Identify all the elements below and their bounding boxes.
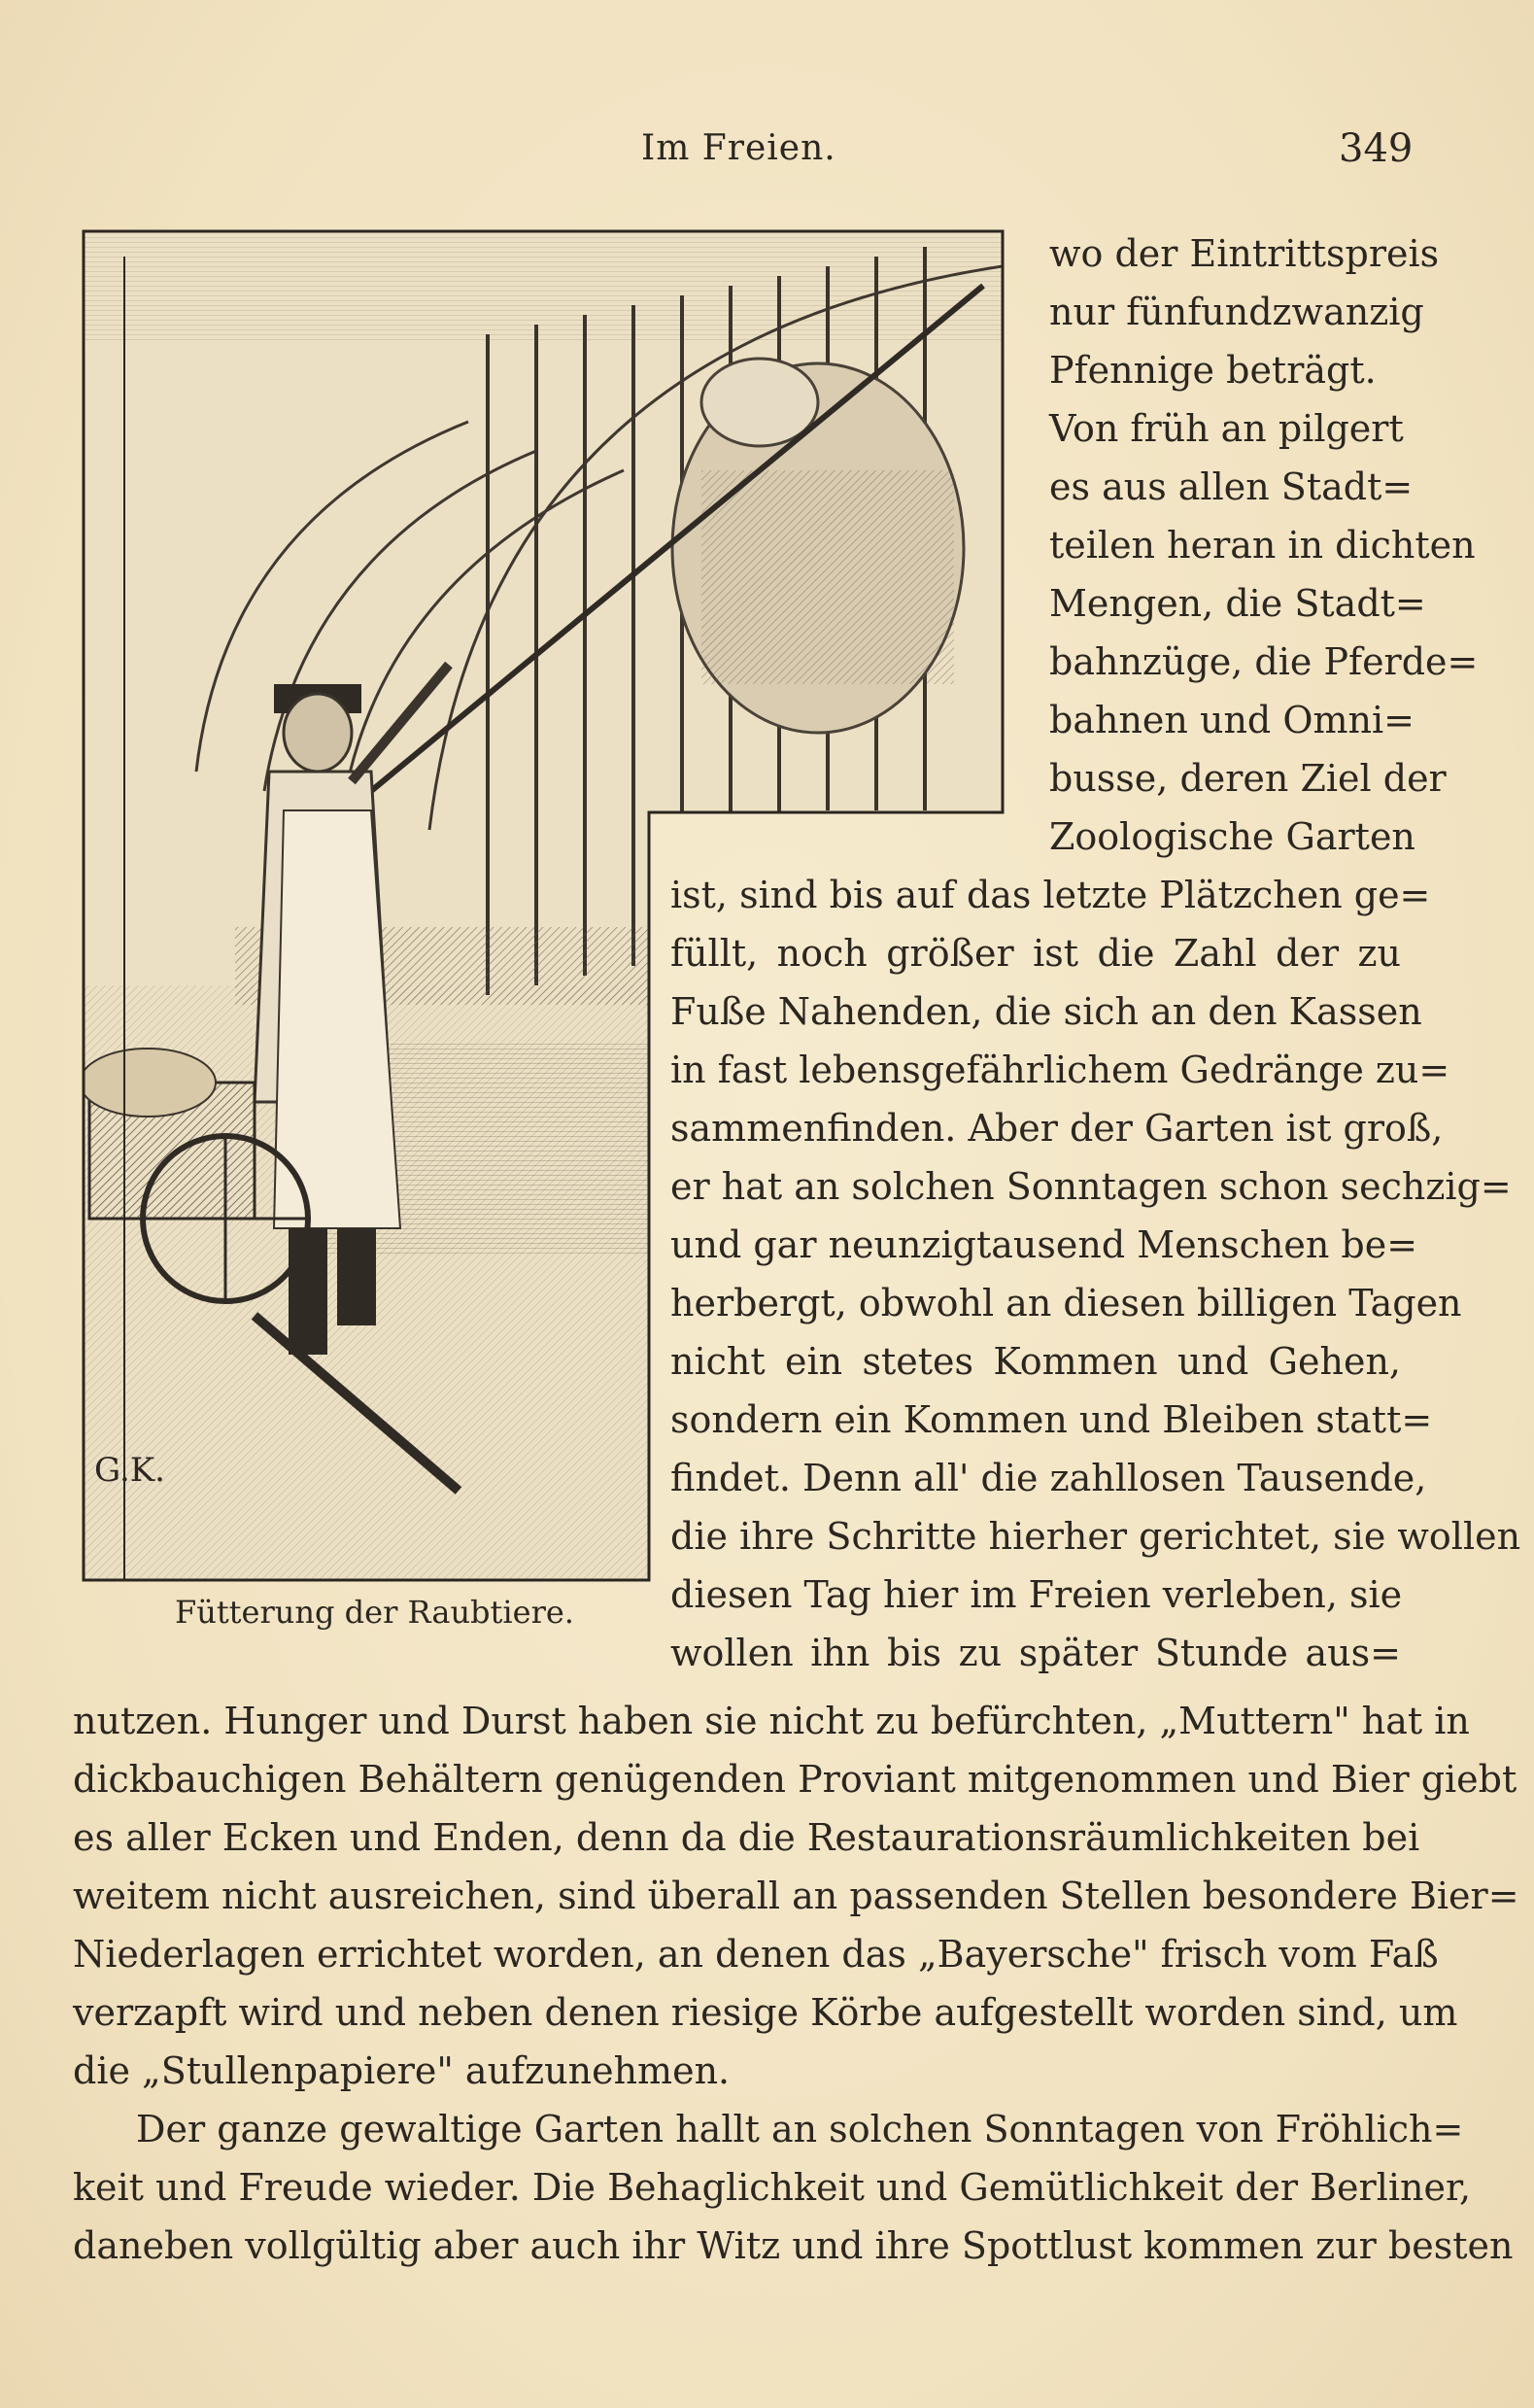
text-line: sondern ein Kommen und Bleiben statt= (670, 1398, 1433, 1441)
text-line: ist, sind bis auf das letzte Plätzchen ge= (670, 874, 1431, 916)
text-line: Fuße Nahenden, die sich an den Kassen (670, 990, 1422, 1033)
text-line: verzapft wird und neben denen riesige Körbe aufgestellt worden sind, um (73, 1991, 1458, 2034)
text-line: weitem nicht ausreichen, sind überall an passenden Stellen besondere Bier= (73, 1875, 1519, 1917)
text-line: wollen ihn bis zu später Stunde aus= (670, 1632, 1401, 1674)
text-line: teilen heran in dichten (1049, 524, 1476, 567)
text-line: die „Stullenpapiere" aufzunehmen. (73, 2049, 731, 2092)
figure-caption: Fütterung der Raubtiere. (175, 1594, 574, 1631)
running-head: Im Freien. (641, 128, 836, 168)
page-number: 349 (1339, 126, 1414, 171)
text-line: Von früh an pilgert (1049, 407, 1404, 450)
text-line: Zoologische Garten (1049, 815, 1415, 858)
text-line: es aller Ecken und Enden, denn da die Restaurationsräumlichkeiten bei (73, 1816, 1420, 1859)
text-line: füllt, noch größer ist die Zahl der zu (670, 932, 1401, 975)
text-line: er hat an solchen Sonntagen schon sechzig= (670, 1165, 1512, 1208)
text-line: herbergt, obwohl an diesen billigen Tagen (670, 1282, 1462, 1324)
text-line: Niederlagen errichtet worden, an denen das „Bayersche" frisch vom Faß (73, 1933, 1439, 1976)
text-line: in fast lebensgefährlichem Gedränge zu= (670, 1049, 1450, 1091)
text-line: es aus allen Stadt= (1049, 465, 1414, 508)
text-line: nur fünfundzwanzig (1049, 291, 1424, 333)
text-line: nicht ein stetes Kommen und Gehen, (670, 1340, 1401, 1383)
text-line: bahnzüge, die Pferde= (1049, 640, 1479, 683)
text-line: und gar neunzigtausend Menschen be= (670, 1223, 1418, 1266)
text-line: nutzen. Hunger und Durst haben sie nicht zu befürchten, „Muttern" hat in (73, 1700, 1470, 1742)
artist-signature: G.K. (94, 1451, 165, 1490)
text-line: findet. Denn all' die zahllosen Tausende, (670, 1457, 1427, 1499)
text-line: die ihre Schritte hierher gerichtet, sie wollen (670, 1515, 1521, 1558)
text-line: keit und Freude wieder. Die Behaglichkeit und Gemütlichkeit der Berliner, (73, 2166, 1472, 2209)
paragraph-first-line: Der ganze gewaltige Garten hallt an solchen Sonntagen von Fröhlich= (136, 2108, 1464, 2150)
text-line: diesen Tag hier im Freien verleben, sie (670, 1573, 1403, 1616)
text-line: Pfennige beträgt. (1049, 349, 1377, 392)
text-line: sammenfinden. Aber der Garten ist groß, (670, 1107, 1444, 1150)
text-line: daneben vollgültig aber auch ihr Witz und ihre Spottlust kommen zur besten (73, 2224, 1514, 2267)
text-line: bahnen und Omni= (1049, 699, 1415, 741)
text-line: wo der Eintrittspreis (1049, 232, 1440, 275)
text-line: busse, deren Ziel der (1049, 757, 1447, 800)
text-line: dickbauchigen Behältern genügenden Proviant mitgenommen und Bier giebt (73, 1758, 1517, 1801)
text-line: Mengen, die Stadt= (1049, 582, 1426, 625)
